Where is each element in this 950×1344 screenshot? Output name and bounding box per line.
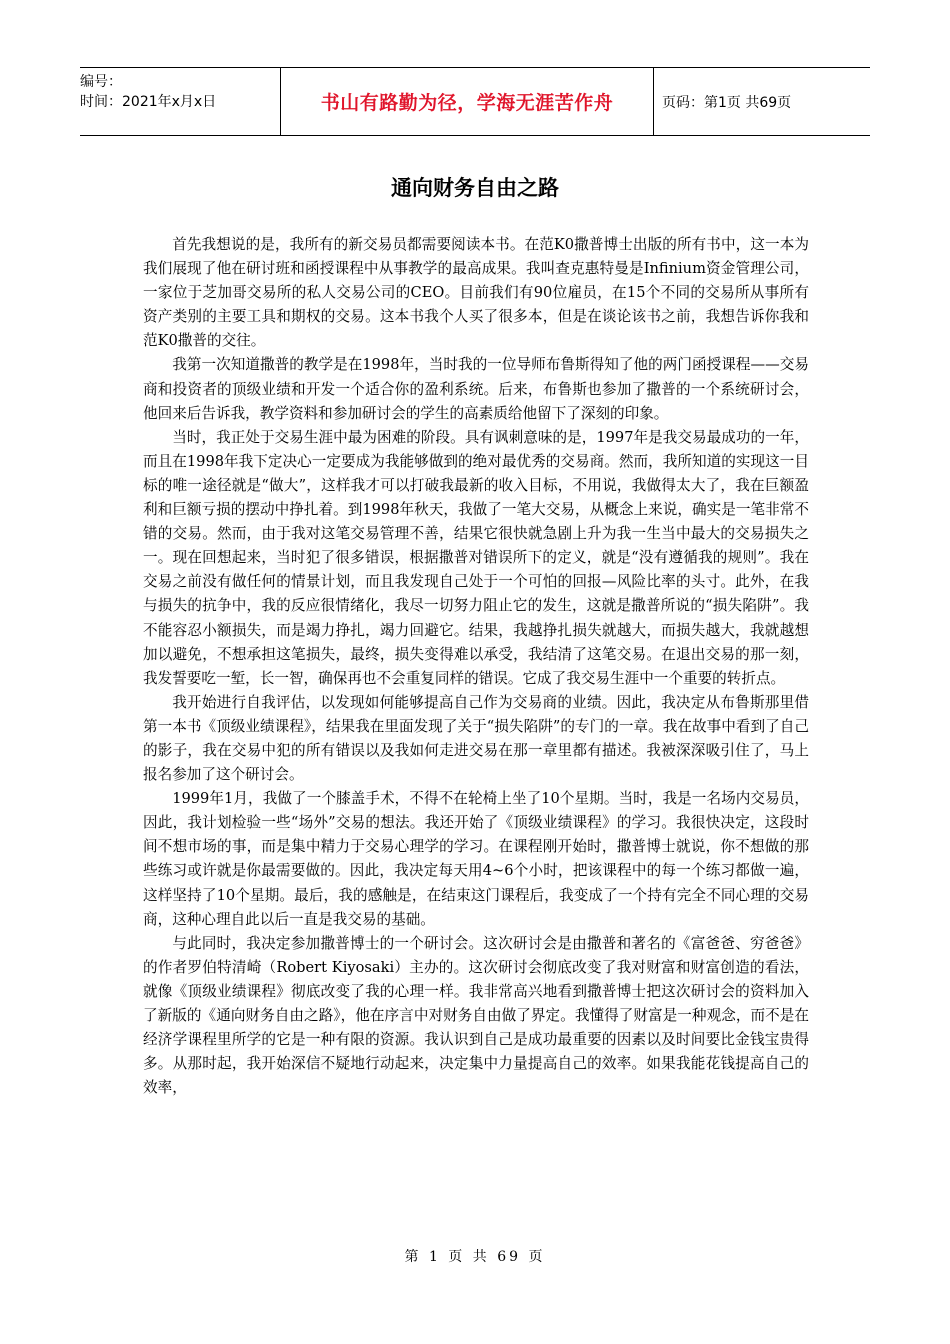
number-label: 编号： bbox=[80, 74, 122, 90]
header-page-info: 页码：第1页 共69页 bbox=[662, 94, 792, 111]
header-motto: 书山有路勤为径，学海无涯苦作舟 bbox=[281, 68, 654, 135]
paragraph: 1999年1月，我做了一个膝盖手术，不得不在轮椅上坐了10个星期。当时，我是一名场内交易员，因此，我计划检验一些“场外”交易的想法。我还开始了《顶级业绩课程》的学习。我很快决定，这段时间不想市场的事，而是集中精力于交易心理学的学习。在课程刚开始时，撒普博士就说，你不想做的那些练习或许就是你最需要做的。因此，我决定每天用4~6个小时，把该课程中的每一个练习都做一遍，这样坚持了10个星期。最后，我的感触是，在结束这门课程后，我变成了一个持有完全不同心理的交易商，这种心理自此以后一直是我交易的基础。 bbox=[143, 790, 809, 928]
document-body bbox=[143, 233, 809, 1100]
paragraph: 与此同时，我决定参加撒普博士的一个研讨会。这次研讨会是由撒普和著名的《富爸爸、穷爸爸》的作者罗伯特清崎（Robert Kiyosaki）主办的。这次研讨会彻底改变了我对财富和财富创造的看法，就像《顶级业绩课程》彻底改变了我的心理一样。我非常高兴地看到撒普博士把这次研讨会的资料加入了新版的《通向财务自由之路》，他在序言中对财务自由做了界定。我懂得了财富是一种观念，而不是在经济学课程里所学的它是一种有限的资源。我认识到自己是成功最重要的因素以及时间要比金钱宝贵得多。从那时起，我开始深信不疑地行动起来，决定集中力量提高自己的效率。如果我能花钱提高自己的效率， bbox=[143, 934, 809, 1097]
paragraph: 当时，我正处于交易生涯中最为困难的阶段。具有讽刺意味的是，1997年是我交易最成功的一年，而且在1998年我下定决心一定要成为我能够做到的绝对最优秀的交易商。然而，我所知道的实现这一目标的唯一途径就是“做大”，这样我才可以打破我最新的收入目标，不用说，我做得太大了，我在巨额盈利和巨额亏损的摆动中挣扎着。到1998年秋天，我做了一笔大交易，从概念上来说，确实是一笔非常不错的交易。然而，由于我对这笔交易管理不善，结果它很快就急剧上升为我一生当中最大的交易损失之一。现在回想起来，当时犯了很多错误，根据撒普对错误所下的定义，就是“没有遵循我的规则”。我在交易之前没有做任何的情景计划，而且我发现自己处于一个可怕的回报—风险比率的头寸。此外，在我与损失的抗争中，我的反应很情绪化，我尽一切努力阻止它的发生，这就是撒普所说的“损失陷阱”。我不能容忍小额损失，而是竭力挣扎，竭力回避它。结果，我越挣扎损失就越大，而损失越大，我就越想加以避免，不想承担这笔损失，最终，损失变得难以承受，我结清了这笔交易。在退出交易的那一刻，我发誓要吃一堑，长一智，确保再也不会重复同样的错误。它成了我交易生涯中一个重要的转折点。 bbox=[143, 428, 809, 687]
paragraph: 我开始进行自我评估，以发现如何能够提高自己作为交易商的业绩。因此，我决定从布鲁斯那里借第一本书《顶级业绩课程》，结果我在里面发现了关于“损失陷阱”的专门的一章。我在故事中看到了自己的影子，我在交易中犯的所有错误以及我如何走进交易在那一章里都有描述。我被深深吸引住了，马上报名参加了这个研讨会。 bbox=[143, 693, 809, 784]
time-label: 时间：2021年x月x日 bbox=[80, 94, 217, 110]
document-title: 通向财务自由之路 bbox=[391, 176, 559, 200]
document-header bbox=[80, 67, 870, 136]
header-meta-cell bbox=[80, 68, 281, 135]
page-footer: 第 1 页 共 69 页 bbox=[404, 1249, 546, 1265]
paragraph: 我第一次知道撒普的教学是在1998年，当时我的一位导师布鲁斯得知了他的两门函授课程——交易商和投资者的顶级业绩和开发一个适合你的盈利系统。后来，布鲁斯也参加了撒普的一个系统研讨会，他回来后告诉我，教学资料和参加研讨会的学生的高素质给他留下了深刻的印象。 bbox=[143, 356, 809, 422]
paragraph: 首先我想说的是，我所有的新交易员都需要阅读本书。在范K0撒普博士出版的所有书中，这一本为我们展现了他在研讨班和函授课程中从事教学的最高成果。我叫查克惠特曼是Infinium资金管理公司，一家位于芝加哥交易所的私人交易公司的CEO。目前我们有90位雇员，在15个不同的交易所从事所有资产类别的主要工具和期权的交易。这本书我个人买了很多本，但是在谈论该书之前，我想告诉你我和范K0撒普的交往。 bbox=[143, 236, 809, 350]
